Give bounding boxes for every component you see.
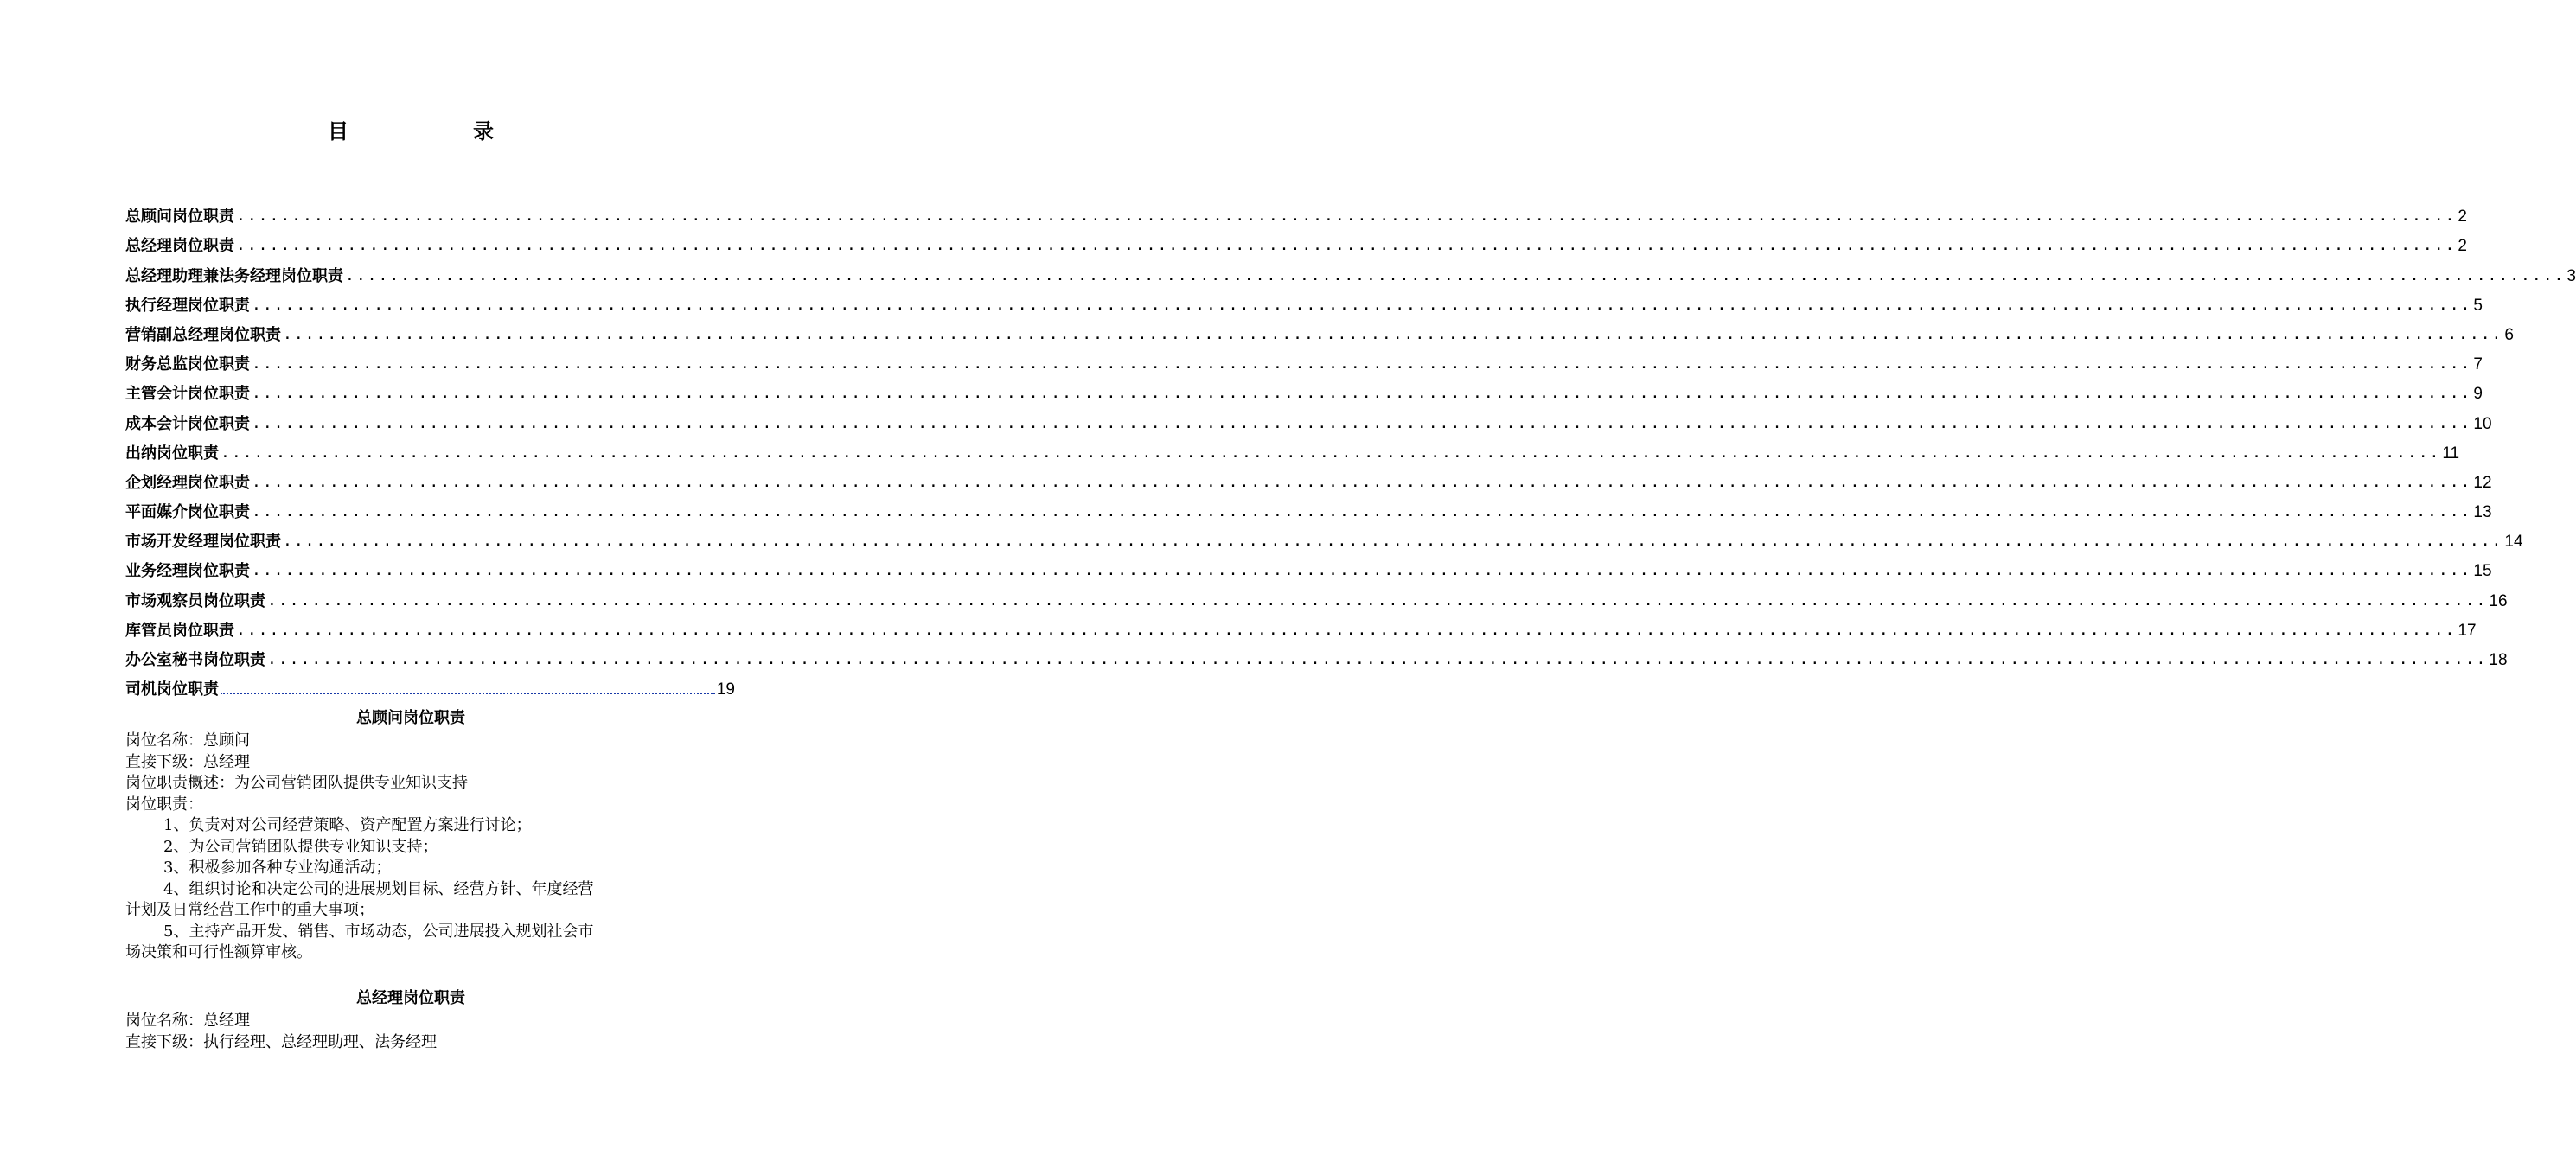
toc-entry[interactable] (125, 522, 2523, 552)
position-name: 岗位名称：总顾问 (125, 731, 250, 750)
toc-entry-label: 成本会计岗位职责 (125, 414, 250, 433)
toc-entry-page-number: 2 (2458, 208, 2467, 227)
section-chief-advisor (125, 706, 696, 964)
toc-entry-label: 司机岗位职责 (125, 680, 219, 699)
duty-item-continued: 计划及日常经营工作中的重大事项； (125, 901, 374, 919)
toc-dot-leader: ........................................................................................................................................................................................................ (236, 236, 2457, 255)
toc-entry-page-number: 7 (2473, 355, 2483, 374)
toc-dot-leader: ........................................................................................................................................................................................................ (283, 324, 2503, 343)
toc-entry-label: 总顾问岗位职责 (125, 208, 234, 227)
toc-entry-page-number: 6 (2504, 325, 2514, 344)
toc-entry[interactable] (125, 463, 2492, 493)
toc-dot-leader: ........................................................................................................................................................................................................ (345, 265, 2566, 284)
duty-item: 1、负责对对公司经营策略、资产配置方案进行讨论； (163, 816, 532, 834)
toc-entry-label: 企划经理岗位职责 (125, 473, 250, 492)
toc-entry-page-number: 17 (2458, 621, 2477, 640)
toc-entry[interactable] (125, 286, 2483, 316)
toc-entry[interactable] (125, 552, 2492, 581)
toc-entry[interactable] (125, 581, 2508, 610)
toc-entry-label: 总经理岗位职责 (125, 237, 234, 256)
toc-entry-page-number: 5 (2473, 296, 2483, 315)
table-of-contents (125, 197, 2576, 699)
toc-dot-leader: ........................................................................................................................................................................................................ (252, 472, 2472, 491)
section-general-manager (125, 986, 696, 1053)
toc-entry-label: 市场开发经理岗位职责 (125, 533, 281, 552)
toc-entry-label: 办公室秘书岗位职责 (125, 651, 265, 669)
toc-entry[interactable] (125, 316, 2514, 345)
toc-dot-leader: ........................................................................................................................................................................................................ (236, 207, 2457, 226)
direct-subordinate: 直接下级：执行经理、总经理助理、法务经理 (125, 1032, 437, 1051)
duty-item: 4、组织讨论和决定公司的进展规划目标、经营方针、年度经营 (163, 879, 594, 898)
toc-dot-leader: ........................................................................................................................................................................................................ (252, 295, 2472, 314)
toc-entry-label: 财务总监岗位职责 (125, 355, 250, 374)
toc-dot-leader: ........................................................................................................................................................................................................ (252, 384, 2472, 403)
duty-item: 3、积极参加各种专业沟通活动； (163, 859, 392, 877)
toc-dot-leader: ........................................................................................................................................................................................................ (252, 561, 2472, 580)
toc-dot-leader: ........................................................................................................................................................................................................ (283, 532, 2503, 551)
toc-entry-label: 业务经理岗位职责 (125, 562, 250, 581)
duty-item: 5、主持产品开发、销售、市场动态，公司进展投入规划社会市 (163, 922, 594, 941)
toc-entry-page-number: 10 (2473, 414, 2492, 433)
toc-entry-label: 营销副总经理岗位职责 (125, 325, 281, 344)
toc-entry-label: 总经理助理兼法务经理岗位职责 (125, 266, 343, 285)
position-name: 岗位名称：总经理 (125, 1012, 250, 1030)
toc-entry[interactable] (125, 256, 2576, 285)
toc-dot-leader: ........................................................................................................................................................................................................ (221, 443, 2441, 462)
toc-entry-label: 执行经理岗位职责 (125, 296, 250, 315)
toc-title: 目 录 (328, 119, 546, 144)
section-heading: 总顾问岗位职责 (356, 709, 465, 727)
duties-label: 岗位职责： (125, 795, 203, 814)
toc-dot-leader: ........................................................................................................................................................................................................ (236, 620, 2457, 639)
toc-entry-page-number: 12 (2473, 473, 2492, 492)
toc-entry-page-number: 16 (2489, 591, 2508, 610)
toc-entry[interactable] (125, 670, 735, 699)
toc-entry-page-number: 2 (2458, 237, 2467, 256)
toc-entry-page-number: 11 (2442, 444, 2460, 463)
toc-entry[interactable] (125, 374, 2483, 404)
toc-entry-page-number: 3 (2566, 266, 2576, 285)
toc-entry[interactable] (125, 611, 2477, 641)
duty-item-continued: 场决策和可行性额算审核。 (125, 943, 312, 961)
toc-entry-label: 主管会计岗位职责 (125, 385, 250, 404)
duty-summary: 岗位职责概述：为公司营销团队提供专业知识支持 (125, 774, 468, 792)
toc-entry[interactable] (125, 227, 2467, 256)
toc-entry-label: 平面媒介岗位职责 (125, 503, 250, 522)
toc-dot-leader: ........................................................................................................................................................................................................ (252, 502, 2472, 521)
toc-entry-page-number: 18 (2489, 651, 2508, 669)
toc-entry-page-number: 19 (716, 680, 735, 699)
toc-entry-label: 出纳岗位职责 (125, 444, 219, 463)
toc-entry-label: 库管员岗位职责 (125, 621, 234, 640)
toc-entry-page-number: 9 (2473, 385, 2483, 404)
toc-entry[interactable] (125, 493, 2492, 522)
toc-dot-leader: ........................................................................................................................................................................................................ (252, 413, 2472, 432)
toc-entry[interactable] (125, 197, 2467, 227)
toc-entry[interactable] (125, 345, 2483, 374)
toc-entry[interactable] (125, 404, 2492, 433)
toc-entry-page-number: 13 (2473, 503, 2492, 522)
toc-entry-page-number: 15 (2473, 562, 2492, 581)
toc-entry-label: 市场观察员岗位职责 (125, 591, 265, 610)
duty-item: 2、为公司营销团队提供专业知识支持； (163, 837, 438, 856)
toc-entry-page-number: 14 (2504, 533, 2523, 552)
direct-subordinate: 直接下级：总经理 (125, 752, 250, 771)
toc-dot-leader: ........................................................................................................................................................................................................ (267, 591, 2488, 610)
toc-entry[interactable] (125, 641, 2508, 670)
toc-entry[interactable] (125, 434, 2460, 463)
toc-dot-leader: ........................................................................................................................................................................................................ (252, 354, 2472, 374)
toc-dot-leader: ........................................................................................................................................................................................................ (267, 650, 2488, 668)
toc-dot-leader (221, 692, 715, 694)
section-heading: 总经理岗位职责 (356, 989, 465, 1007)
